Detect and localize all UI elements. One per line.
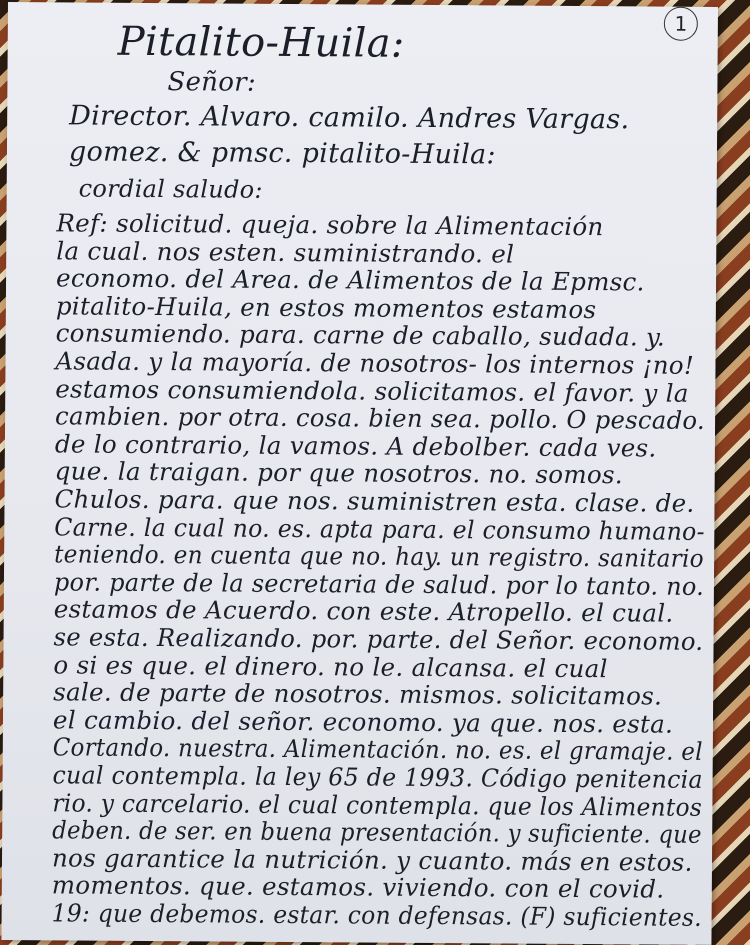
letter-body-line: Cortando. nuestra. Alimentación. no. es. el gramaje. el xyxy=(52,732,703,767)
letter-body-line: se esta. Realizando. por. parte. del Señor. economo. xyxy=(53,622,704,656)
letter-body-line: la cual. nos esten. suministrando. el xyxy=(56,235,515,269)
letter-recipient-line-2: gomez. & pmsc. pitalito-Huila: xyxy=(68,136,496,171)
letter-body-line: momentos. que. estamos. viviendo. con el covid. xyxy=(51,870,665,904)
letter-body-line: el cambio. del señor. economo. ya que. nos. esta. xyxy=(52,705,674,739)
letter-body-line: 19: que debemos. estar. con defensas. (F) suficientes. xyxy=(51,898,703,932)
letter-body-line: Ref: solicitud. queja. sobre la Alimentación xyxy=(56,208,604,242)
letter-body-line: cual contempla. la ley 65 de 1993. Código penitencia xyxy=(52,760,703,794)
handwritten-letter-page xyxy=(1,2,718,945)
letter-body-line: por. parte de la secretaria de salud. por lo tanto. no. xyxy=(53,567,705,601)
letter-body-line: de lo contrario, la vamos. A debolber. cada ves. xyxy=(54,429,657,463)
letter-body-line: deben. de ser. en buena presentación. y suficiente. que xyxy=(52,815,702,850)
letter-body-line: estamos de Acuerdo. con este. Atropello. el cual. xyxy=(53,594,674,629)
letter-body-line: Carne. la cual no. es. apta para. el consumo humano- xyxy=(54,511,705,546)
letter-body-line: Chulos. para. que nos. suministren esta. clase. de. xyxy=(54,484,695,518)
letter-greeting: cordial saludo: xyxy=(78,174,263,204)
letter-body-line: cambien. por otra. cosa. bien sea. pollo. O pescado. xyxy=(55,401,706,436)
letter-body-line: sale. de parte de nosotros. mismos. solicitamos. xyxy=(53,677,663,711)
page-number: 1 xyxy=(664,7,698,41)
letter-body-line: pitalito-Huila, en estos momentos estamos xyxy=(55,291,597,324)
letter-body-line: estamos consumiendola. solicitamos. el favor. y la xyxy=(55,373,689,408)
letter-body-line: teniendo. en cuenta que no. hay. un registro. sanitario xyxy=(54,539,704,574)
letter-body-line: Asada. y la mayoría. de nosotros- los internos ¡no! xyxy=(55,346,695,380)
letter-body-line: consumiendo. para. carne de caballo, sudada. y. xyxy=(55,318,666,352)
letter-body-line: nos garantice la nutrición. y cuanto. más en estos. xyxy=(51,843,693,877)
letter-city: Pitalito-Huila: xyxy=(117,18,405,67)
letter-recipient-line-1: Director. Alvaro. camilo. Andres Vargas. xyxy=(69,100,630,136)
letter-body-line: economo. del Area. de Alimentos de la Epmsc. xyxy=(55,263,645,297)
letter-salutation: Señor: xyxy=(167,67,257,98)
letter-body-line: o si es que. el dinero. no le. alcansa. el cual xyxy=(53,649,608,683)
letter-body-line: que. la traigan. por que nosotros. no. somos. xyxy=(54,456,624,490)
letter-body-line: rio. y carcelario. el cual contempla. que los Alimentos xyxy=(52,787,703,822)
